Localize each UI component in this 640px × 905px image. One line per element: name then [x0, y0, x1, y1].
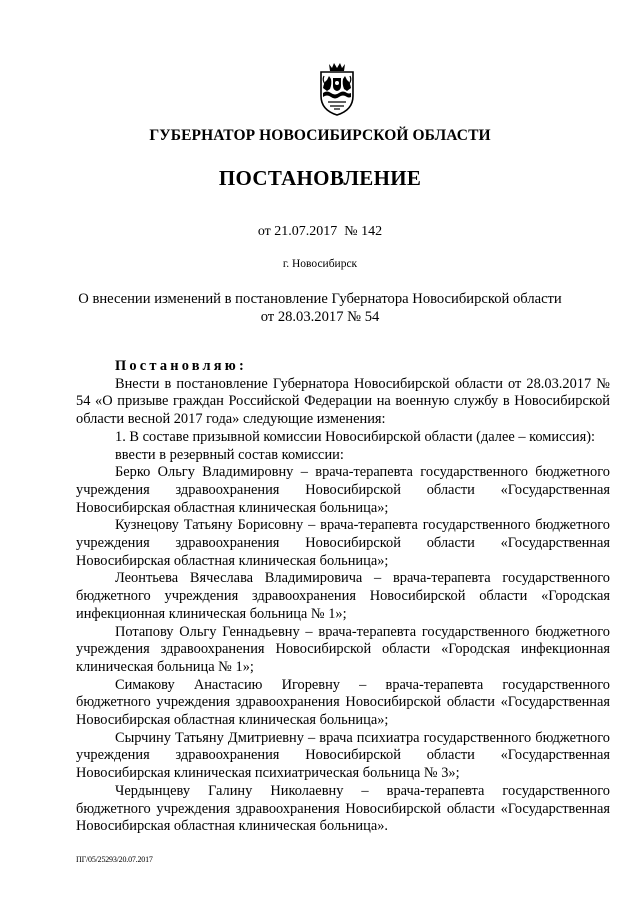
subject-line-2: от 28.03.2017 № 54 — [260, 309, 380, 325]
resolution-lead: Постановляю: — [115, 358, 247, 374]
body-paragraph: Чердынцеву Галину Николаевну – врача-терапевта государственного бюджетного учреждения здравоохранения Новосибирской области «Государственная Новосибирская областная клиническая больница». — [76, 782, 610, 835]
body-paragraph: Сырчину Татьяну Дмитриевну – врача психиатра государственного бюджетного учреждения здравоохранения Новосибирской области «Государственная Новосибирская клиническая психиатрическая больница № 3»; — [76, 729, 610, 782]
body-paragraph: Внести в постановление Губернатора Новосибирской области от 28.03.2017 № 54 «О призыве граждан Российской Федерации на военную службу в Новосибирской области весной 2017 года» следующие изменения: — [76, 375, 610, 428]
document-date-number: от 21.07.2017 № 142 — [257, 224, 383, 239]
body-paragraph: ввести в резервный состав комиссии: — [115, 446, 344, 463]
coat-of-arms-icon — [314, 62, 360, 116]
body-paragraph: Берко Ольгу Владимировну – врача-терапевта государственного бюджетного учреждения здравоохранения Новосибирской области «Государственная Новосибирская областная клиническая больница»; — [76, 464, 610, 516]
footer-code: ПГ/05/25293/20.07.2017 — [76, 855, 153, 864]
body-paragraph: Кузнецову Татьяну Борисовну – врача-терапевта государственного бюджетного учреждения здравоохранения Новосибирской области «Государственная Новосибирская областная клиническая больница»; — [76, 517, 610, 569]
document-city: г. Новосибирск — [282, 258, 358, 270]
document-subject — [0, 290, 640, 326]
authority-title: ГУБЕРНАТОР НОВОСИБИРСКОЙ ОБЛАСТИ — [149, 127, 491, 144]
body-paragraph: Леонтьева Вячеслава Владимировича – врача-терапевта государственного бюджетного учреждения здравоохранения Новосибирской области «Городская инфекционная клиническая больница № 1»; — [76, 570, 610, 622]
document-type: ПОСТАНОВЛЕНИЕ — [218, 166, 422, 190]
body-paragraph: Симакову Анастасию Игоревну – врача-терапевта государственного бюджетного учреждения здравоохранения Новосибирской области «Государственная Новосибирская областная клиническая больница»; — [76, 676, 610, 729]
document-body — [76, 358, 610, 836]
body-paragraph: 1. В составе призывной комиссии Новосибирской области (далее – комиссия): — [115, 428, 596, 445]
subject-line-1: О внесении изменений в постановление Губернатора Новосибирской области — [78, 291, 562, 307]
body-paragraph: Потапову Ольгу Геннадьевну – врача-терапевта государственного бюджетного учреждения здравоохранения Новосибирской области «Городская инфекционная клиническая больница № 1»; — [76, 623, 610, 675]
